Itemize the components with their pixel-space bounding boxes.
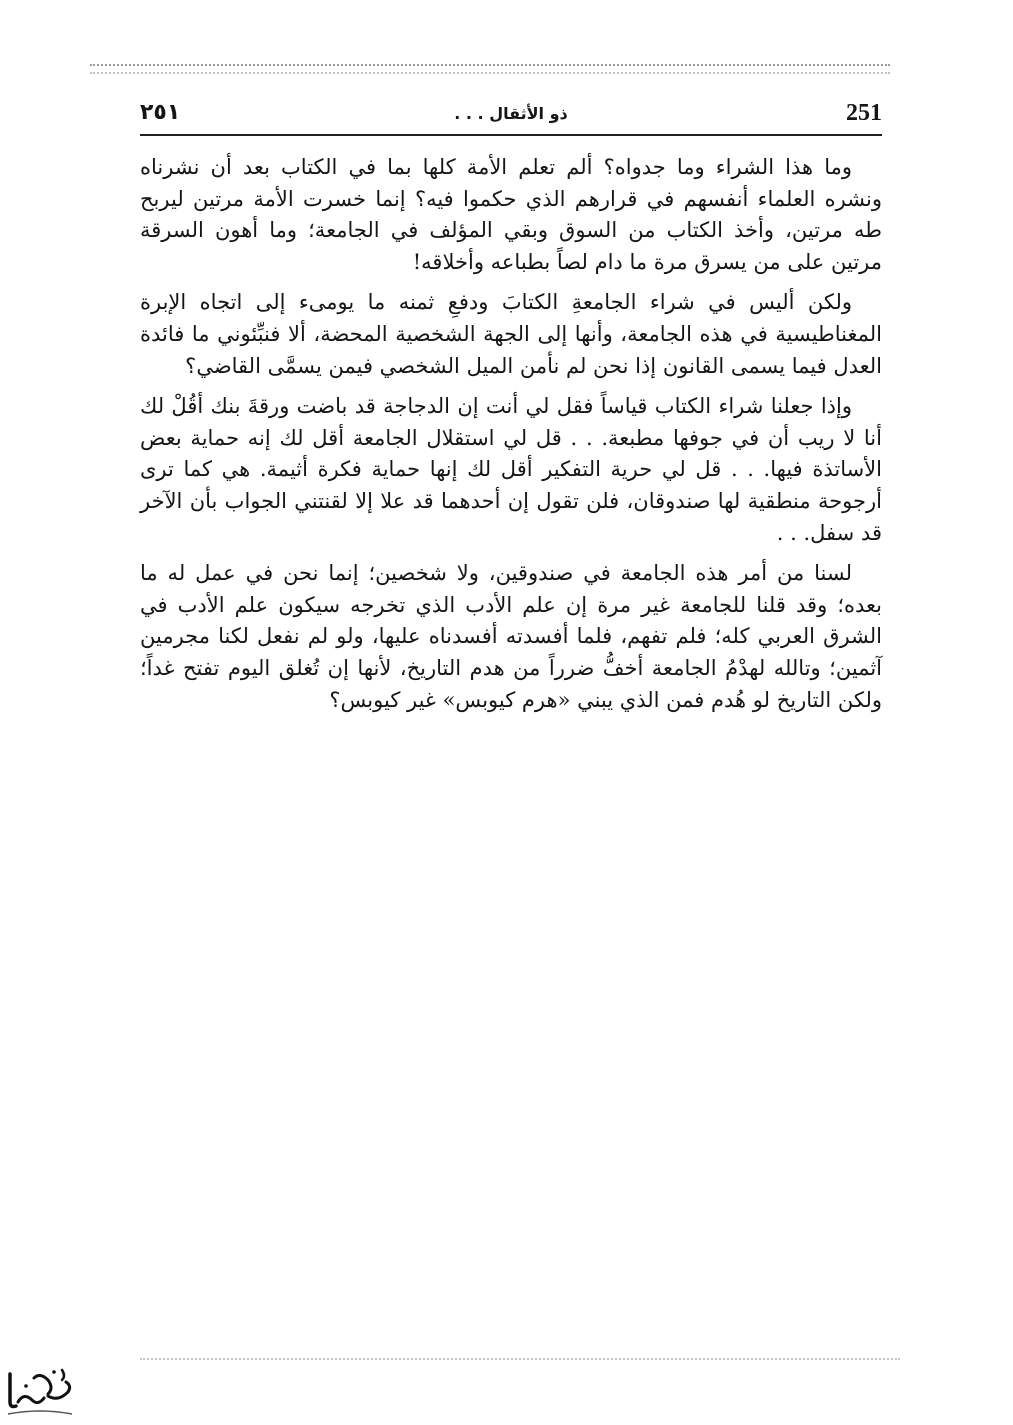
chapter-title: ذو الأثقال . . . [454,104,568,123]
top-ornament-rule [90,64,890,74]
stamp-calligraphy-icon [4,1362,76,1422]
running-header [140,100,882,134]
header-rule [140,134,882,136]
bottom-ornament-rule [140,1358,900,1360]
paragraph: وما هذا الشراء وما جدواه؟ ألم تعلم الأمة كلها بما في الكتاب بعد أن نشرناه ونشره العلماء أنفسهم في قرارهم الذي حكموا فيه؟ إنما خسرت الأمة مرتين ليربح طه مرتين، وأخذ الكتاب من السوق وبقي المؤلف في الجامعة؛ وما أهون السرقة مرتين على من يسرق مرة ما دام لصاً بطباعه وأخلاقه! [140,155,882,274]
paragraph: ولكن أليس في شراء الجامعةِ الكتابَ ودفعِ ثمنه ما يومىء إلى اتجاه الإبرة المغناطيسية في هذه الجامعة، وأنها إلى الجهة الشخصية المحضة، ألا فنبِّئوني ما فائدة العدل فيما يسمى القانون إذا نحن لم نأمن الميل الشخصي فيمن يسمَّى القاضي؟ [140,290,882,378]
watermark-stamp-logo [4,1362,76,1422]
page-number-latin: 251 [846,100,882,126]
paragraph: وإذا جعلنا شراء الكتاب قياساً فقل لي أنت إن الدجاجة قد باضت ورقةَ بنك أقُلْ لك أنا لا ريب أن في جوفها مطبعة. . . قل لي استقلال الجامعة أقل لك إنه حماية بعض الأساتذة فيها. . . قل لي حرية التفكير أقل لك إنها حماية فكرة أثيمة. هي كما ترى أرجوحة منطقية لها صندوقان، فلن تقول إن أحدهما قد علا إلا لقنتني الجواب بأن الآخر قد سفل. . . [140,394,882,545]
page-body [140,152,882,725]
page-number-arabic: ٢٥١ [140,100,181,125]
paragraph: لسنا من أمر هذه الجامعة في صندوقين، ولا شخصين؛ إنما نحن في عمل له ما بعده؛ وقد قلنا للجامعة غير مرة إن علم الأدب الذي تخرجه سيكون علم الأدب في الشرق العربي كله؛ فلم تفهم، فلما أفسدته أفسدناه عليها، ولو لم نفعل لكنا مجرمين آثمين؛ وتالله لهدْمُ الجامعة أخفُّ ضرراً من هدم التاريخ، لأنها إن تُغلق اليوم تفتح غداً؛ ولكن التاريخ لو هُدم فمن الذي يبني «هرم كيوبس» غير كيوبس؟ [140,561,882,712]
